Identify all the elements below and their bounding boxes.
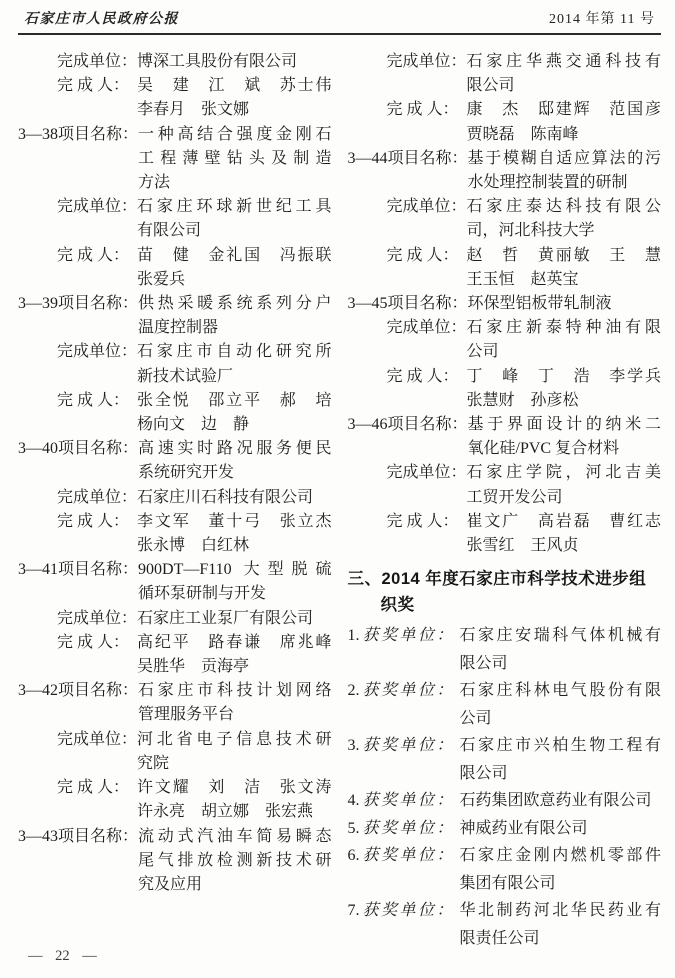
record-entry bbox=[18, 607, 332, 631]
text-line: 石家庄新泰特种油有限 bbox=[466, 319, 661, 337]
record-entry bbox=[18, 510, 332, 558]
field-label: 完 成 人： bbox=[57, 246, 130, 264]
entry-number bbox=[18, 244, 57, 292]
field-label: 获奖单位： bbox=[362, 792, 456, 810]
text-line: 华北制药河北华民药业有 bbox=[459, 902, 661, 920]
record-entry bbox=[18, 292, 332, 340]
text-line: 尾气排放检测新技术研 bbox=[138, 851, 332, 869]
text-line: 神威药业有限公司 bbox=[459, 819, 588, 837]
entry-number bbox=[348, 461, 387, 509]
entry-text bbox=[138, 825, 331, 898]
text-line: 限公司 bbox=[459, 654, 508, 672]
field-label: 完 成 人： bbox=[57, 77, 130, 95]
entry-number: 2. bbox=[347, 682, 360, 700]
field-label: 项目名称： bbox=[58, 125, 139, 143]
entry-text bbox=[138, 558, 331, 606]
text-line: 张慧财 孙彦松 bbox=[466, 391, 579, 409]
field-label: 项目名称： bbox=[58, 440, 139, 458]
entry-text bbox=[137, 389, 332, 437]
record-entry bbox=[18, 244, 332, 292]
entry-number bbox=[348, 365, 387, 413]
entry-text bbox=[137, 195, 331, 243]
entry-text bbox=[467, 98, 662, 146]
page-body bbox=[18, 50, 661, 952]
entry-text bbox=[468, 413, 661, 461]
entry-text bbox=[467, 316, 661, 364]
text-line: 究及应用 bbox=[138, 875, 203, 893]
field-label: 获奖单位： bbox=[362, 682, 456, 700]
entry-number: 3—42 bbox=[18, 682, 58, 700]
entry-text bbox=[137, 50, 331, 74]
field-label: 获奖单位： bbox=[362, 847, 456, 865]
record-entry bbox=[18, 825, 332, 898]
text-line: 基于界面设计的纳米二 bbox=[467, 416, 661, 434]
entry-text bbox=[468, 147, 661, 195]
record-entry bbox=[18, 123, 332, 196]
text-line: 水处理控制装置的研制 bbox=[467, 174, 628, 192]
field-label: 获奖单位： bbox=[362, 902, 456, 920]
text-line: 张爱兵 bbox=[137, 270, 186, 288]
entry-number: 4. bbox=[347, 792, 360, 810]
text-line: 公司 bbox=[459, 709, 492, 727]
record-entry bbox=[18, 389, 332, 437]
entry-number bbox=[348, 510, 387, 558]
text-line: 究院 bbox=[137, 754, 170, 772]
text-line: 900DT—F110 大型脱硫 bbox=[138, 561, 332, 579]
entry-text bbox=[137, 244, 332, 292]
field-label: 完成单位： bbox=[57, 488, 138, 506]
text-line: 管理服务平台 bbox=[138, 706, 235, 724]
text-line: 许文耀 刘 洁 张文涛 bbox=[137, 779, 332, 797]
text-line: 高纪平 路春谦 席兆峰 bbox=[137, 633, 332, 651]
text-line: 石药集团欧意药业有限公司 bbox=[459, 792, 652, 810]
issue-number: 2014 年第 11 号 bbox=[549, 12, 655, 27]
text-line: 河北省电子信息技术研 bbox=[137, 730, 332, 748]
record-entry bbox=[348, 316, 662, 364]
entry-number bbox=[348, 98, 387, 146]
record-entry bbox=[348, 461, 662, 509]
entry-text bbox=[137, 74, 332, 122]
record-entry bbox=[18, 679, 332, 727]
record-entry bbox=[18, 195, 332, 243]
entry-number bbox=[348, 244, 387, 292]
record-entry bbox=[18, 74, 332, 122]
field-label: 完 成 人： bbox=[386, 101, 459, 119]
text-line: 环保型铝板带轧制液 bbox=[467, 295, 612, 313]
entry-number: 1. bbox=[347, 627, 360, 645]
entry-number: 3—41 bbox=[18, 561, 58, 579]
text-line: 公司 bbox=[466, 343, 499, 361]
entry-text bbox=[460, 842, 662, 897]
entry-number bbox=[18, 607, 57, 631]
text-line: 崔文广 高岩磊 曹红志 bbox=[466, 512, 661, 530]
field-label: 项目名称： bbox=[58, 561, 139, 579]
entry-number: 3—38 bbox=[18, 125, 58, 143]
entry-number: 3—43 bbox=[18, 827, 58, 845]
text-line: 石家庄工业泵厂有限公司 bbox=[137, 609, 314, 627]
text-line: 石家庄泰达科技有限公 bbox=[466, 198, 661, 216]
entry-number: 3—39 bbox=[18, 295, 58, 313]
award-entry bbox=[348, 622, 662, 677]
record-entry bbox=[18, 486, 332, 510]
entry-text bbox=[137, 776, 332, 824]
text-line: 石家庄安瑞科气体机械有 bbox=[459, 627, 661, 645]
text-line: 石家庄科林电气股份有限 bbox=[459, 682, 661, 700]
award-entry bbox=[348, 815, 662, 843]
text-line: 高速实时路况服务便民 bbox=[138, 440, 332, 458]
entry-number bbox=[18, 389, 57, 437]
field-label: 完 成 人： bbox=[386, 367, 459, 385]
entry-number bbox=[18, 340, 57, 388]
text-line: 李文军 董十弓 张立杰 bbox=[137, 512, 332, 530]
text-line: 供热采暖系统系列分户 bbox=[138, 295, 332, 313]
entry-text bbox=[137, 486, 331, 510]
record-entry bbox=[348, 98, 662, 146]
gazette-title: 石家庄市人民政府公报 bbox=[24, 12, 179, 27]
section-heading-line: 三、2014 年度石家庄市科学技术进步组 bbox=[347, 570, 647, 589]
field-label: 完成单位： bbox=[386, 198, 467, 216]
award-entry bbox=[348, 732, 662, 787]
entry-text bbox=[460, 897, 662, 952]
text-line: 限公司 bbox=[466, 77, 515, 95]
field-label: 完成单位： bbox=[386, 464, 467, 482]
entry-number bbox=[18, 195, 57, 243]
field-label: 完成单位： bbox=[57, 609, 138, 627]
text-line: 吴 建 江 斌 苏士伟 bbox=[137, 77, 332, 95]
record-entry bbox=[348, 413, 662, 461]
entry-number: 5. bbox=[347, 819, 360, 837]
entry-text bbox=[460, 677, 662, 732]
text-line: 王玉恒 赵英宝 bbox=[466, 270, 579, 288]
field-label: 完成单位： bbox=[386, 53, 467, 70]
text-line: 石家庄市兴柏生物工程有 bbox=[459, 737, 661, 755]
entry-text bbox=[138, 123, 331, 196]
text-line: 石家庄川石科技有限公司 bbox=[137, 488, 314, 506]
entry-number bbox=[18, 510, 57, 558]
text-line: 丁 峰 丁 浩 李学兵 bbox=[466, 367, 661, 385]
entry-text bbox=[467, 195, 661, 243]
field-label: 获奖单位： bbox=[362, 627, 456, 645]
field-label: 完 成 人： bbox=[57, 779, 130, 797]
text-line: 方法 bbox=[138, 174, 171, 192]
record-entry bbox=[348, 195, 662, 243]
text-line: 限公司 bbox=[459, 764, 508, 782]
text-line: 康 杰 邸建辉 范国彦 bbox=[466, 101, 661, 119]
page-header bbox=[18, 6, 661, 35]
left-column bbox=[18, 50, 332, 952]
text-line: 石家庄华燕交通科技有 bbox=[466, 53, 661, 70]
entry-text bbox=[460, 787, 662, 815]
text-line: 流动式汽油车简易瞬态 bbox=[138, 827, 332, 845]
text-line: 李春月 张文娜 bbox=[137, 101, 250, 119]
entry-number bbox=[18, 74, 57, 122]
text-line: 温度控制器 bbox=[138, 319, 219, 337]
page-footer bbox=[28, 948, 97, 965]
record-entry bbox=[18, 340, 332, 388]
entry-number bbox=[348, 195, 387, 243]
record-entry bbox=[18, 50, 332, 74]
text-line: 苗 健 金礼国 冯振联 bbox=[137, 246, 332, 264]
award-entry bbox=[348, 842, 662, 897]
record-entry bbox=[18, 728, 332, 776]
field-label: 完成单位： bbox=[57, 198, 138, 216]
award-entry bbox=[348, 677, 662, 732]
field-label: 完成单位： bbox=[57, 730, 138, 748]
entry-text bbox=[467, 365, 662, 413]
text-line: 贾晓磊 陈南峰 bbox=[466, 125, 579, 143]
text-line: 工贸开发公司 bbox=[466, 488, 563, 506]
entry-text bbox=[467, 244, 662, 292]
entry-text bbox=[138, 292, 331, 340]
field-label: 项目名称： bbox=[58, 827, 139, 845]
entry-number bbox=[18, 50, 57, 74]
record-entry bbox=[18, 558, 332, 606]
field-label: 完 成 人： bbox=[57, 633, 130, 651]
entry-text bbox=[137, 340, 331, 388]
entry-text bbox=[467, 50, 661, 98]
text-line: 石家庄市科技计划网络 bbox=[138, 682, 332, 700]
field-label: 项目名称： bbox=[387, 295, 468, 313]
entry-text bbox=[138, 437, 331, 485]
text-line: 一种高结合强度金刚石 bbox=[138, 125, 332, 143]
entry-text bbox=[468, 292, 661, 316]
record-entry bbox=[18, 631, 332, 679]
text-line: 赵 哲 黄丽敏 王 慧 bbox=[466, 246, 661, 264]
field-label: 完 成 人： bbox=[386, 246, 459, 264]
text-line: 博深工具股份有限公司 bbox=[137, 53, 298, 70]
field-label: 完成单位： bbox=[57, 343, 138, 361]
section-heading-line: 织奖 bbox=[380, 596, 415, 615]
text-line: 石家庄学院，河北吉美 bbox=[466, 464, 661, 482]
text-line: 张全悦 邵立平 郝 培 bbox=[137, 391, 332, 409]
entry-text bbox=[137, 728, 331, 776]
page-number: — 22 — bbox=[28, 948, 97, 964]
text-line: 有限公司 bbox=[137, 222, 202, 240]
entry-text bbox=[137, 510, 332, 558]
field-label: 项目名称： bbox=[387, 416, 468, 434]
entry-number bbox=[348, 50, 387, 98]
field-label: 项目名称： bbox=[58, 682, 139, 700]
entry-number bbox=[18, 776, 57, 824]
text-line: 石家庄环球新世纪工具 bbox=[137, 198, 332, 216]
text-line: 系统研究开发 bbox=[138, 464, 235, 482]
entry-text bbox=[137, 607, 331, 631]
field-label: 项目名称： bbox=[58, 295, 139, 313]
entry-text bbox=[460, 622, 662, 677]
record-entry bbox=[348, 510, 662, 558]
entry-text bbox=[460, 815, 662, 843]
text-line: 张雪红 王风贞 bbox=[466, 537, 579, 555]
text-line: 杨向文 边 静 bbox=[137, 416, 250, 434]
text-line: 工程薄壁钻头及制造 bbox=[138, 149, 332, 167]
text-line: 许永亮 胡立娜 张宏燕 bbox=[137, 803, 314, 821]
text-line: 氧化硅/PVC 复合材料 bbox=[467, 440, 620, 458]
entry-text bbox=[467, 510, 662, 558]
record-entry bbox=[348, 50, 662, 98]
text-line: 司，河北科技大学 bbox=[466, 222, 595, 240]
text-line: 张永博 白红林 bbox=[137, 537, 250, 555]
text-line: 石家庄金刚内燃机零部件 bbox=[459, 847, 661, 865]
text-line: 吴胜华 贡海亭 bbox=[137, 658, 250, 676]
field-label: 完成单位： bbox=[57, 53, 138, 70]
entry-number bbox=[348, 316, 387, 364]
entry-number: 3. bbox=[347, 737, 360, 755]
record-entry bbox=[348, 292, 662, 316]
entry-text bbox=[467, 461, 661, 509]
entry-text bbox=[137, 631, 332, 679]
entry-number: 3—40 bbox=[18, 440, 58, 458]
field-label: 完 成 人： bbox=[57, 512, 130, 530]
record-entry bbox=[348, 147, 662, 195]
record-entry bbox=[348, 244, 662, 292]
text-line: 石家庄市自动化研究所 bbox=[137, 343, 332, 361]
entry-number: 3—44 bbox=[347, 149, 388, 167]
text-line: 限责任公司 bbox=[459, 929, 540, 947]
field-label: 完 成 人： bbox=[386, 512, 459, 530]
text-line: 基于模糊自适应算法的污 bbox=[467, 149, 661, 167]
entry-number bbox=[18, 486, 57, 510]
field-label: 完 成 人： bbox=[57, 391, 130, 409]
record-entry bbox=[18, 437, 332, 485]
award-entry bbox=[348, 787, 662, 815]
field-label: 完成单位： bbox=[386, 319, 467, 337]
text-line: 新技术试验厂 bbox=[137, 367, 234, 385]
text-line: 循环泵研制与开发 bbox=[138, 585, 267, 603]
field-label: 项目名称： bbox=[387, 149, 468, 167]
field-label: 获奖单位： bbox=[362, 819, 456, 837]
entry-text bbox=[460, 732, 662, 787]
entry-number bbox=[18, 631, 57, 679]
entry-number: 3—46 bbox=[347, 416, 388, 434]
right-column bbox=[348, 50, 662, 952]
field-label: 获奖单位： bbox=[362, 737, 456, 755]
text-line: 集团有限公司 bbox=[459, 874, 556, 892]
entry-number: 3—45 bbox=[347, 295, 388, 313]
entry-number: 7. bbox=[347, 902, 360, 920]
record-entry bbox=[348, 365, 662, 413]
record-entry bbox=[18, 776, 332, 824]
section-heading bbox=[348, 566, 662, 618]
entry-number bbox=[18, 728, 57, 776]
award-entry bbox=[348, 897, 662, 952]
entry-text bbox=[138, 679, 331, 727]
entry-number: 6. bbox=[347, 847, 360, 865]
